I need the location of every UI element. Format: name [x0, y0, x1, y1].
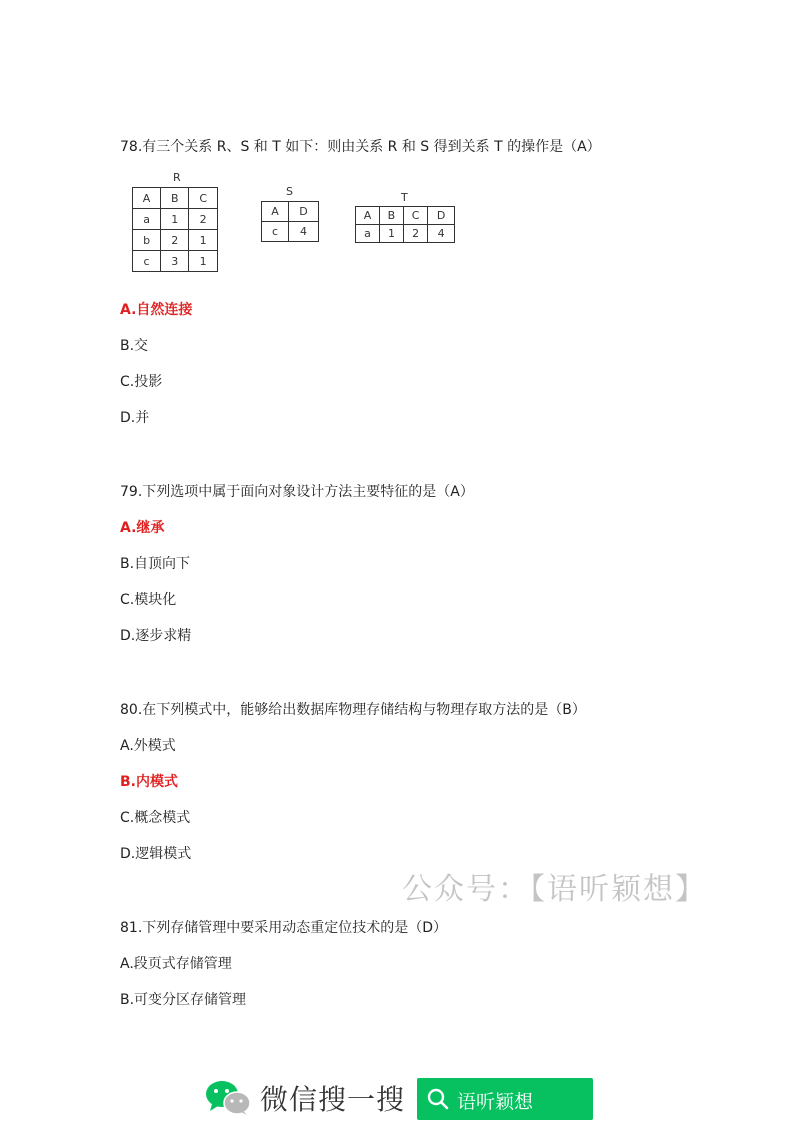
relation-r-title: R: [173, 171, 181, 184]
question-80-option-c: C.概念模式: [120, 810, 191, 826]
question-80-option-a: A.外模式: [120, 738, 176, 754]
table-cell: A: [133, 188, 161, 209]
search-icon: [427, 1088, 449, 1110]
table-cell: b: [133, 230, 161, 251]
table-cell: A: [262, 202, 289, 222]
table-cell: a: [356, 225, 380, 243]
table-cell: a: [133, 209, 161, 230]
table-cell: A: [356, 207, 380, 225]
question-79-option-d: D.逐步求精: [120, 628, 192, 644]
table-cell: B: [161, 188, 189, 209]
table-cell: D: [288, 202, 318, 222]
relation-t-title: T: [401, 191, 408, 204]
question-78-stem: 78.有三个关系 R、S 和 T 如下：则由关系 R 和 S 得到关系 T 的操作是（A）: [120, 139, 601, 155]
question-78-option-a: A.自然连接: [120, 302, 193, 318]
question-78-option-c: C.投影: [120, 374, 163, 390]
search-label: 微信搜一搜: [260, 1083, 406, 1116]
watermark: 公众号：【语听颖想】: [402, 872, 707, 907]
question-78-option-b: B.交: [120, 338, 149, 354]
table-cell: 1: [379, 225, 403, 243]
question-79-option-b: B.自顶向下: [120, 556, 191, 572]
relation-t-table: [355, 206, 455, 243]
table-cell: 4: [288, 222, 318, 242]
question-81-option-a: A.段页式存储管理: [120, 956, 232, 972]
question-78-option-d: D.并: [120, 410, 150, 426]
relation-r-table: [132, 187, 218, 272]
table-cell: 2: [189, 209, 218, 230]
table-cell: B: [379, 207, 403, 225]
table-cell: C: [189, 188, 218, 209]
table-cell: 1: [189, 230, 218, 251]
question-79-option-a: A.继承: [120, 520, 165, 536]
table-cell: 1: [161, 209, 189, 230]
wechat-search-banner[interactable]: [205, 1076, 600, 1120]
question-81-option-b: B.可变分区存储管理: [120, 992, 247, 1008]
search-term: 语听颖想: [457, 1091, 534, 1113]
question-80-option-d: D.逻辑模式: [120, 846, 192, 862]
question-81-stem: 81.下列存储管理中要采用动态重定位技术的是（D）: [120, 920, 448, 936]
table-cell: 3: [161, 251, 189, 272]
relation-s-table: [261, 201, 319, 242]
search-button[interactable]: [417, 1078, 593, 1120]
table-cell: c: [133, 251, 161, 272]
table-cell: D: [428, 207, 455, 225]
table-cell: 4: [428, 225, 455, 243]
wechat-icon: [205, 1080, 251, 1116]
question-79-stem: 79.下列选项中属于面向对象设计方法主要特征的是（A）: [120, 484, 474, 500]
table-cell: c: [262, 222, 289, 242]
table-cell: C: [403, 207, 427, 225]
table-cell: 2: [161, 230, 189, 251]
question-79-option-c: C.模块化: [120, 592, 177, 608]
table-cell: 1: [189, 251, 218, 272]
relation-s-title: S: [286, 185, 293, 198]
table-cell: 2: [403, 225, 427, 243]
question-80-stem: 80.在下列模式中，能够给出数据库物理存储结构与物理存取方法的是（B）: [120, 702, 586, 718]
question-80-option-b: B.内模式: [120, 774, 178, 790]
